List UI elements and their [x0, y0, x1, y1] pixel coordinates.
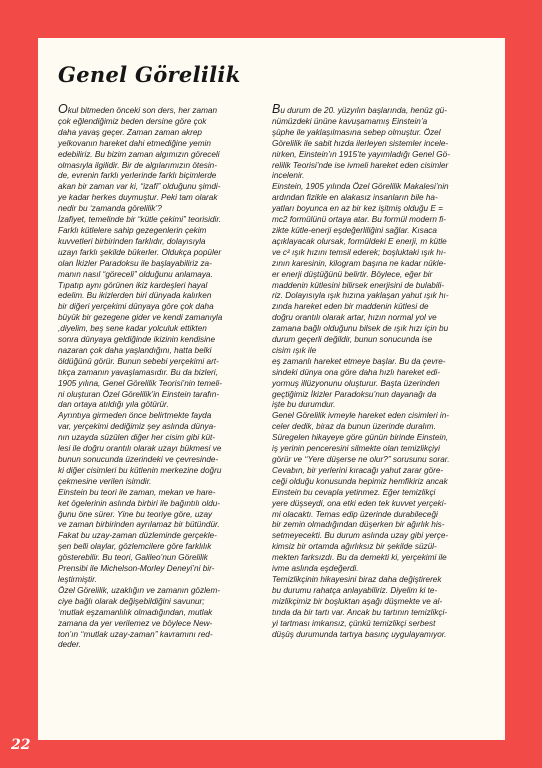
text-line	[272, 104, 488, 117]
line-text: geçtiğimiz İkizler Paradoksu’nun dayanağı da	[272, 389, 437, 399]
line-text: ton’ın ‘‘mutlak uzay-zaman’’ kavramını red-	[58, 629, 213, 639]
text-line	[58, 104, 272, 117]
line-text: Ayrıntıya girmeden önce belirtmekte fayda	[58, 411, 212, 421]
text-line	[272, 128, 488, 139]
text-line	[272, 171, 488, 182]
text-line	[58, 291, 272, 302]
text-line	[58, 226, 272, 237]
line-text: nümüzdeki ününe kavuşamamış Einstein’a	[272, 116, 428, 126]
text-line	[272, 182, 488, 193]
line-text: şen belli olaylar, gözlemcilere göre farklılık	[58, 542, 212, 552]
text-line	[272, 433, 488, 444]
line-text: ,diyelim, beş sene kadar yolculuk ettikten	[58, 324, 207, 334]
line-text: mi olacaktı. Temas edip üzerinde durabileceği	[272, 509, 438, 519]
text-line	[272, 335, 488, 346]
text-line	[272, 161, 488, 172]
text-line	[58, 553, 272, 564]
line-text: Genel Görelilik ivmeyle hareket eden cisimleri in-	[272, 411, 450, 421]
text-line	[58, 531, 272, 542]
text-line	[58, 171, 272, 182]
line-text: çekmesine verilen isimdir.	[58, 476, 152, 486]
text-line	[58, 444, 272, 455]
text-line	[58, 477, 272, 488]
text-line	[58, 400, 272, 411]
drop-cap: O	[58, 102, 68, 116]
text-line	[272, 510, 488, 521]
line-text: ve c² ışık hızını temsil ederek; boşluktaki ışık hı-	[272, 247, 446, 257]
text-line	[272, 455, 488, 466]
text-line	[272, 488, 488, 499]
line-text: bir zemin olmadığından düşerken bir ağırlık his-	[272, 520, 445, 530]
line-text: kul bitmeden önceki son ders, her zaman	[67, 106, 218, 115]
text-line	[58, 248, 272, 259]
line-text: açıklayacak olursak, formüldeki E enerji, m kütle	[272, 236, 447, 246]
line-text: tında da bir tartı var. Ancak bu tartının temizlikçi-	[272, 607, 448, 617]
line-text: er enerji düştüğünü belirtir. Böylece, eğer bir	[272, 269, 433, 279]
line-text: zikte kütle-enerji eşdeğerliliğini sağlar. Kısaca	[272, 225, 437, 235]
line-text: bir diğeri yerçekimi dünyaya göre çok daha	[58, 302, 214, 312]
line-text: celer dedik, biraz da bunun üzerinde duralım.	[272, 422, 436, 432]
drop-cap: B	[272, 102, 281, 116]
line-text: bu durumu rahatça anlayabiliriz. Diyelim ki te-	[272, 585, 438, 595]
line-text: yormuş illüzyonunu oluşturur. Başta üzerinden	[272, 378, 440, 388]
text-line	[58, 542, 272, 553]
text-line	[272, 553, 488, 564]
line-text: deder.	[58, 640, 81, 650]
line-text: düşüş durumunda tartıya basınç uygulayamıyor.	[272, 629, 447, 639]
line-text: u durum de 20. yüzyılın başlarında, henüz gü-	[280, 106, 447, 115]
page-number: 22	[11, 737, 31, 753]
text-line	[272, 520, 488, 531]
line-text: lesi ile doğru orantılı olarak uzayı bükmesi ve	[58, 444, 222, 454]
text-line	[272, 466, 488, 477]
text-line	[58, 346, 272, 357]
text-line	[272, 204, 488, 215]
text-line	[272, 248, 488, 259]
text-line	[272, 444, 488, 455]
page-paper	[38, 38, 505, 740]
line-text: incelenir.	[272, 171, 305, 181]
line-text: gösterebilir. Bu teori, Galileo’nun Görelilik	[58, 553, 208, 563]
line-text: kimsiz bir ortamda ağırlıksız bir şekilde süzül-	[272, 542, 437, 552]
line-text: zının karesinin, kilogram başına ne kadar nükle-	[272, 258, 446, 268]
text-line	[272, 117, 488, 128]
text-line	[58, 520, 272, 531]
line-text: ciye bağlı olarak değişebildiğini savunur;	[58, 596, 205, 606]
text-line	[58, 597, 272, 608]
text-line	[272, 630, 488, 641]
text-line	[58, 466, 272, 477]
line-text: ket ögelerinin aslında birbiri ile bağıntılı oldu-	[58, 498, 221, 508]
text-line	[272, 270, 488, 281]
text-line	[58, 270, 272, 281]
text-line	[272, 400, 488, 411]
text-line	[272, 390, 488, 401]
line-text: riz. Dolayısıyla ışık hızına yaklaşan yahut ışık hı-	[272, 291, 449, 301]
text-line	[58, 433, 272, 444]
line-text: de, evrenin farklı yerlerinde farklı biçimlerde	[58, 171, 217, 181]
line-text: Einstein bu teori ile zaman, mekan ve hare-	[58, 487, 216, 497]
line-text: mekten farksızdı. Bu da demekti ki, yerçekimi ile	[272, 553, 447, 563]
text-line	[58, 128, 272, 139]
line-text: çok eğlendiğimiz beden dersine göre çok	[58, 116, 207, 126]
text-line	[272, 531, 488, 542]
line-text: işte bu durumdur.	[272, 400, 336, 410]
text-line	[272, 150, 488, 161]
line-text: relilik Teorisi’nde ise ivmeli hareket eden cisimler	[272, 160, 449, 170]
line-text: ve zaman birbirinden ayrılamaz bir bütündür.	[58, 520, 220, 530]
text-line	[58, 564, 272, 575]
line-text: nedir bu ‘zamanda görelilik’?	[58, 204, 162, 214]
line-text: ğunu öne sürer. Yine bu teoriye göre, uzay	[58, 509, 213, 519]
text-line	[272, 564, 488, 575]
text-line	[58, 619, 272, 630]
text-line	[58, 640, 272, 651]
text-line	[272, 368, 488, 379]
text-line	[58, 204, 272, 215]
line-text: yelkovanın hareket dahi etmediğine yemin	[58, 138, 211, 148]
line-text: leştirmiştir.	[58, 574, 97, 584]
line-text: Farklı kütlelere sahip gezegenlerin çekim	[58, 225, 207, 235]
line-text: olan İkizler Paradoksu ile başlayabiliriz za-	[58, 258, 212, 268]
text-line	[272, 542, 488, 553]
line-text: şüphe ile yaklaşılmasına sebep olmuştur. Özel	[272, 127, 441, 137]
text-line	[272, 259, 488, 270]
line-text: nazaran çok daha yaşlandığını, hatta belki	[58, 345, 212, 355]
line-text: yatları boyunca en az bir kez işitmiş olduğu E =	[272, 204, 443, 214]
line-text: zamana da yer verilemez ve böylece New-	[58, 618, 213, 628]
line-text: büyük bir gezegene gider ve kendi zamanıyla	[58, 313, 223, 323]
line-text: doğru orantılı olarak artar, hızın normal yol ve	[272, 313, 437, 323]
line-text: Süregelen hikayeye göre günün birinde Einstein,	[272, 433, 449, 443]
line-text: akan bir zaman var ki, “izafi” olduğunu şimdi-	[58, 182, 221, 192]
line-text: mc2 formülünü ortaya atar. Bu formül modern fi-	[272, 215, 446, 225]
text-line	[272, 422, 488, 433]
line-text: yi tartması imkansız, çünkü temizlikçi serbest	[272, 618, 436, 628]
line-text: ceği olduğu konusunda hepimiz hemfikiriz ancak	[272, 476, 448, 486]
text-line	[58, 193, 272, 204]
text-line	[58, 411, 272, 422]
line-text: ye kadar herkes duymuştur. Peki tam olarak	[58, 193, 218, 203]
line-text: 1905 yılına, Genel Görelilik Teorisi’nin temeli-	[58, 378, 222, 388]
left-column	[58, 104, 272, 651]
text-line	[272, 281, 488, 292]
line-text: Cevabın, bir yerlerini kıracağı yahut zarar göre-	[272, 465, 444, 475]
line-text: setmeyecekti. Bu durum aslında uzay gibi yerçe-	[272, 531, 449, 541]
line-text: İzafiyet, temelinde bir “kütle çekimi” teorisidir.	[58, 215, 222, 225]
text-line	[272, 608, 488, 619]
text-line	[58, 368, 272, 379]
text-line	[58, 575, 272, 586]
line-text: kuvvetleri birbirinden farklıdır, dolayısıyla	[58, 236, 206, 246]
text-line	[58, 630, 272, 641]
text-line	[58, 281, 272, 292]
line-text: sonra dünyaya geldiğinde ikizinin kendisine	[58, 335, 216, 345]
text-line	[272, 302, 488, 313]
text-line	[272, 477, 488, 488]
line-text: var, yerçekimi dediğimiz şey aslında dünya-	[58, 422, 216, 432]
text-line	[58, 259, 272, 270]
line-text: yere düşseydi, ona etki eden tek kuvvet yerçeki-	[272, 498, 447, 508]
text-line	[272, 619, 488, 630]
text-line	[272, 226, 488, 237]
text-line	[272, 586, 488, 597]
line-text: öldüğünü görür. Bunun sebebi yerçekimi art-	[58, 356, 219, 366]
line-text: Özel Görelilik, uzaklığın ve zamanın gözlem-	[58, 585, 220, 595]
text-line	[272, 139, 488, 150]
text-line	[272, 597, 488, 608]
text-line	[58, 302, 272, 313]
line-text: maddenin kütlesini bilirsek enerjisini de bulabili-	[272, 280, 445, 290]
text-line	[272, 215, 488, 226]
text-line	[58, 182, 272, 193]
text-line	[272, 324, 488, 335]
text-line	[58, 324, 272, 335]
text-line	[58, 313, 272, 324]
text-line	[272, 379, 488, 390]
text-line	[58, 237, 272, 248]
line-text: nın uzayda süzülen diğer her cisim gibi küt-	[58, 433, 216, 443]
text-line	[58, 499, 272, 510]
text-line	[58, 335, 272, 346]
text-line	[272, 575, 488, 586]
article-title: Genel Görelilik	[58, 62, 241, 87]
text-line	[58, 455, 272, 466]
text-line	[58, 215, 272, 226]
line-text: edebiliriz. Bu bizim zaman algımızın göreceli	[58, 149, 220, 159]
line-text: Fakat bu uzay-zaman düzleminde gerçekle-	[58, 531, 217, 541]
text-line	[58, 161, 272, 172]
text-line	[58, 510, 272, 521]
text-line	[58, 390, 272, 401]
text-line	[58, 150, 272, 161]
line-text: ivme aslında eşdeğerdi.	[272, 564, 359, 574]
line-text: iş yerinin penceresini silmekte olan temizlikçiyi	[272, 444, 440, 454]
text-line	[272, 357, 488, 368]
line-text: Einstein bu cevapla yetinmez. Eğer temizlikçi	[272, 487, 436, 497]
line-text: tıkça zamanın yavaşlamasıdır. Bu da bizleri,	[58, 367, 218, 377]
line-text: zamana bağlı olduğunu bilsek de ışık hızı için bu	[272, 324, 449, 334]
text-line	[58, 139, 272, 150]
line-text: Tıpatıp aynı görünen ikiz kardeşleri hayal	[58, 280, 208, 290]
line-text: Prensibi ile Michelson-Morley Deneyi’ni bir-	[58, 564, 215, 574]
text-line	[58, 117, 272, 128]
line-text: zında hareket eden bir maddenin kütlesi de	[272, 302, 429, 312]
line-text: Temizlikçinin hikayesini biraz daha değiştirerek	[272, 574, 442, 584]
line-text: ki diğer cisimleri bu kütlenin merkezine doğru	[58, 465, 222, 475]
text-line	[272, 313, 488, 324]
text-line	[58, 488, 272, 499]
text-line	[272, 193, 488, 204]
text-line	[272, 346, 488, 357]
text-line	[272, 237, 488, 248]
line-text: ‘mutlak eşzamanlılık olmadığından, mutlak	[58, 607, 213, 617]
text-line	[58, 379, 272, 390]
line-text: görür ve ‘‘Yere düşerse ne olur?’’ sorusunu sorar.	[272, 455, 450, 464]
text-line	[58, 357, 272, 368]
line-text: nirken, Einstein’ın 1915’te yayımladığı Genel Gö-	[272, 149, 450, 159]
line-text: dan ortaya atıldığı yıla götürür.	[58, 400, 169, 410]
line-text: mizlikçimiz bir boşluktan aşağı düşmekte ve al-	[272, 596, 443, 606]
line-text: uzayı farklı şekilde bükerler. Oldukça popüler	[58, 247, 222, 257]
line-text: ni oluşturan Özel Görelilik’in Einstein tarafın-	[58, 389, 220, 399]
line-text: durum geçerli değildir, bunun sonucunda ise	[272, 335, 433, 345]
text-line	[272, 499, 488, 510]
line-text: bunun sonucunda üzerindeki ve çevresinde-	[58, 455, 219, 464]
line-text: daha yavaş geçer. Zaman zaman akrep	[58, 127, 202, 137]
text-line	[58, 422, 272, 433]
line-text: olmasıyla ilgilidir. Bir de algılarımızın ötesin-	[58, 160, 217, 170]
line-text: cisim ışık ile	[272, 345, 317, 355]
text-line	[272, 291, 488, 302]
line-text: manın nasıl “göreceli” olduğunu anlamaya.	[58, 269, 213, 279]
text-line	[272, 411, 488, 422]
line-text: Görelilik ile sabit hızda ilerleyen sistemler incele-	[272, 138, 449, 148]
line-text: eş zamanlı hareket etmeye başlar. Bu da çevre-	[272, 356, 446, 366]
right-column	[272, 104, 488, 640]
line-text: edelim. Bu ikizlerden biri dünyada kalırken	[58, 291, 212, 301]
line-text: Einstein, 1905 yılında Özel Görelilik Makalesi’nin	[272, 182, 449, 192]
line-text: sindeki dünya ona göre daha hızlı hareket edi-	[272, 367, 440, 377]
line-text: ardından fizikle en alakasız insanların bile ha-	[272, 193, 438, 203]
text-line	[58, 608, 272, 619]
text-line	[58, 586, 272, 597]
